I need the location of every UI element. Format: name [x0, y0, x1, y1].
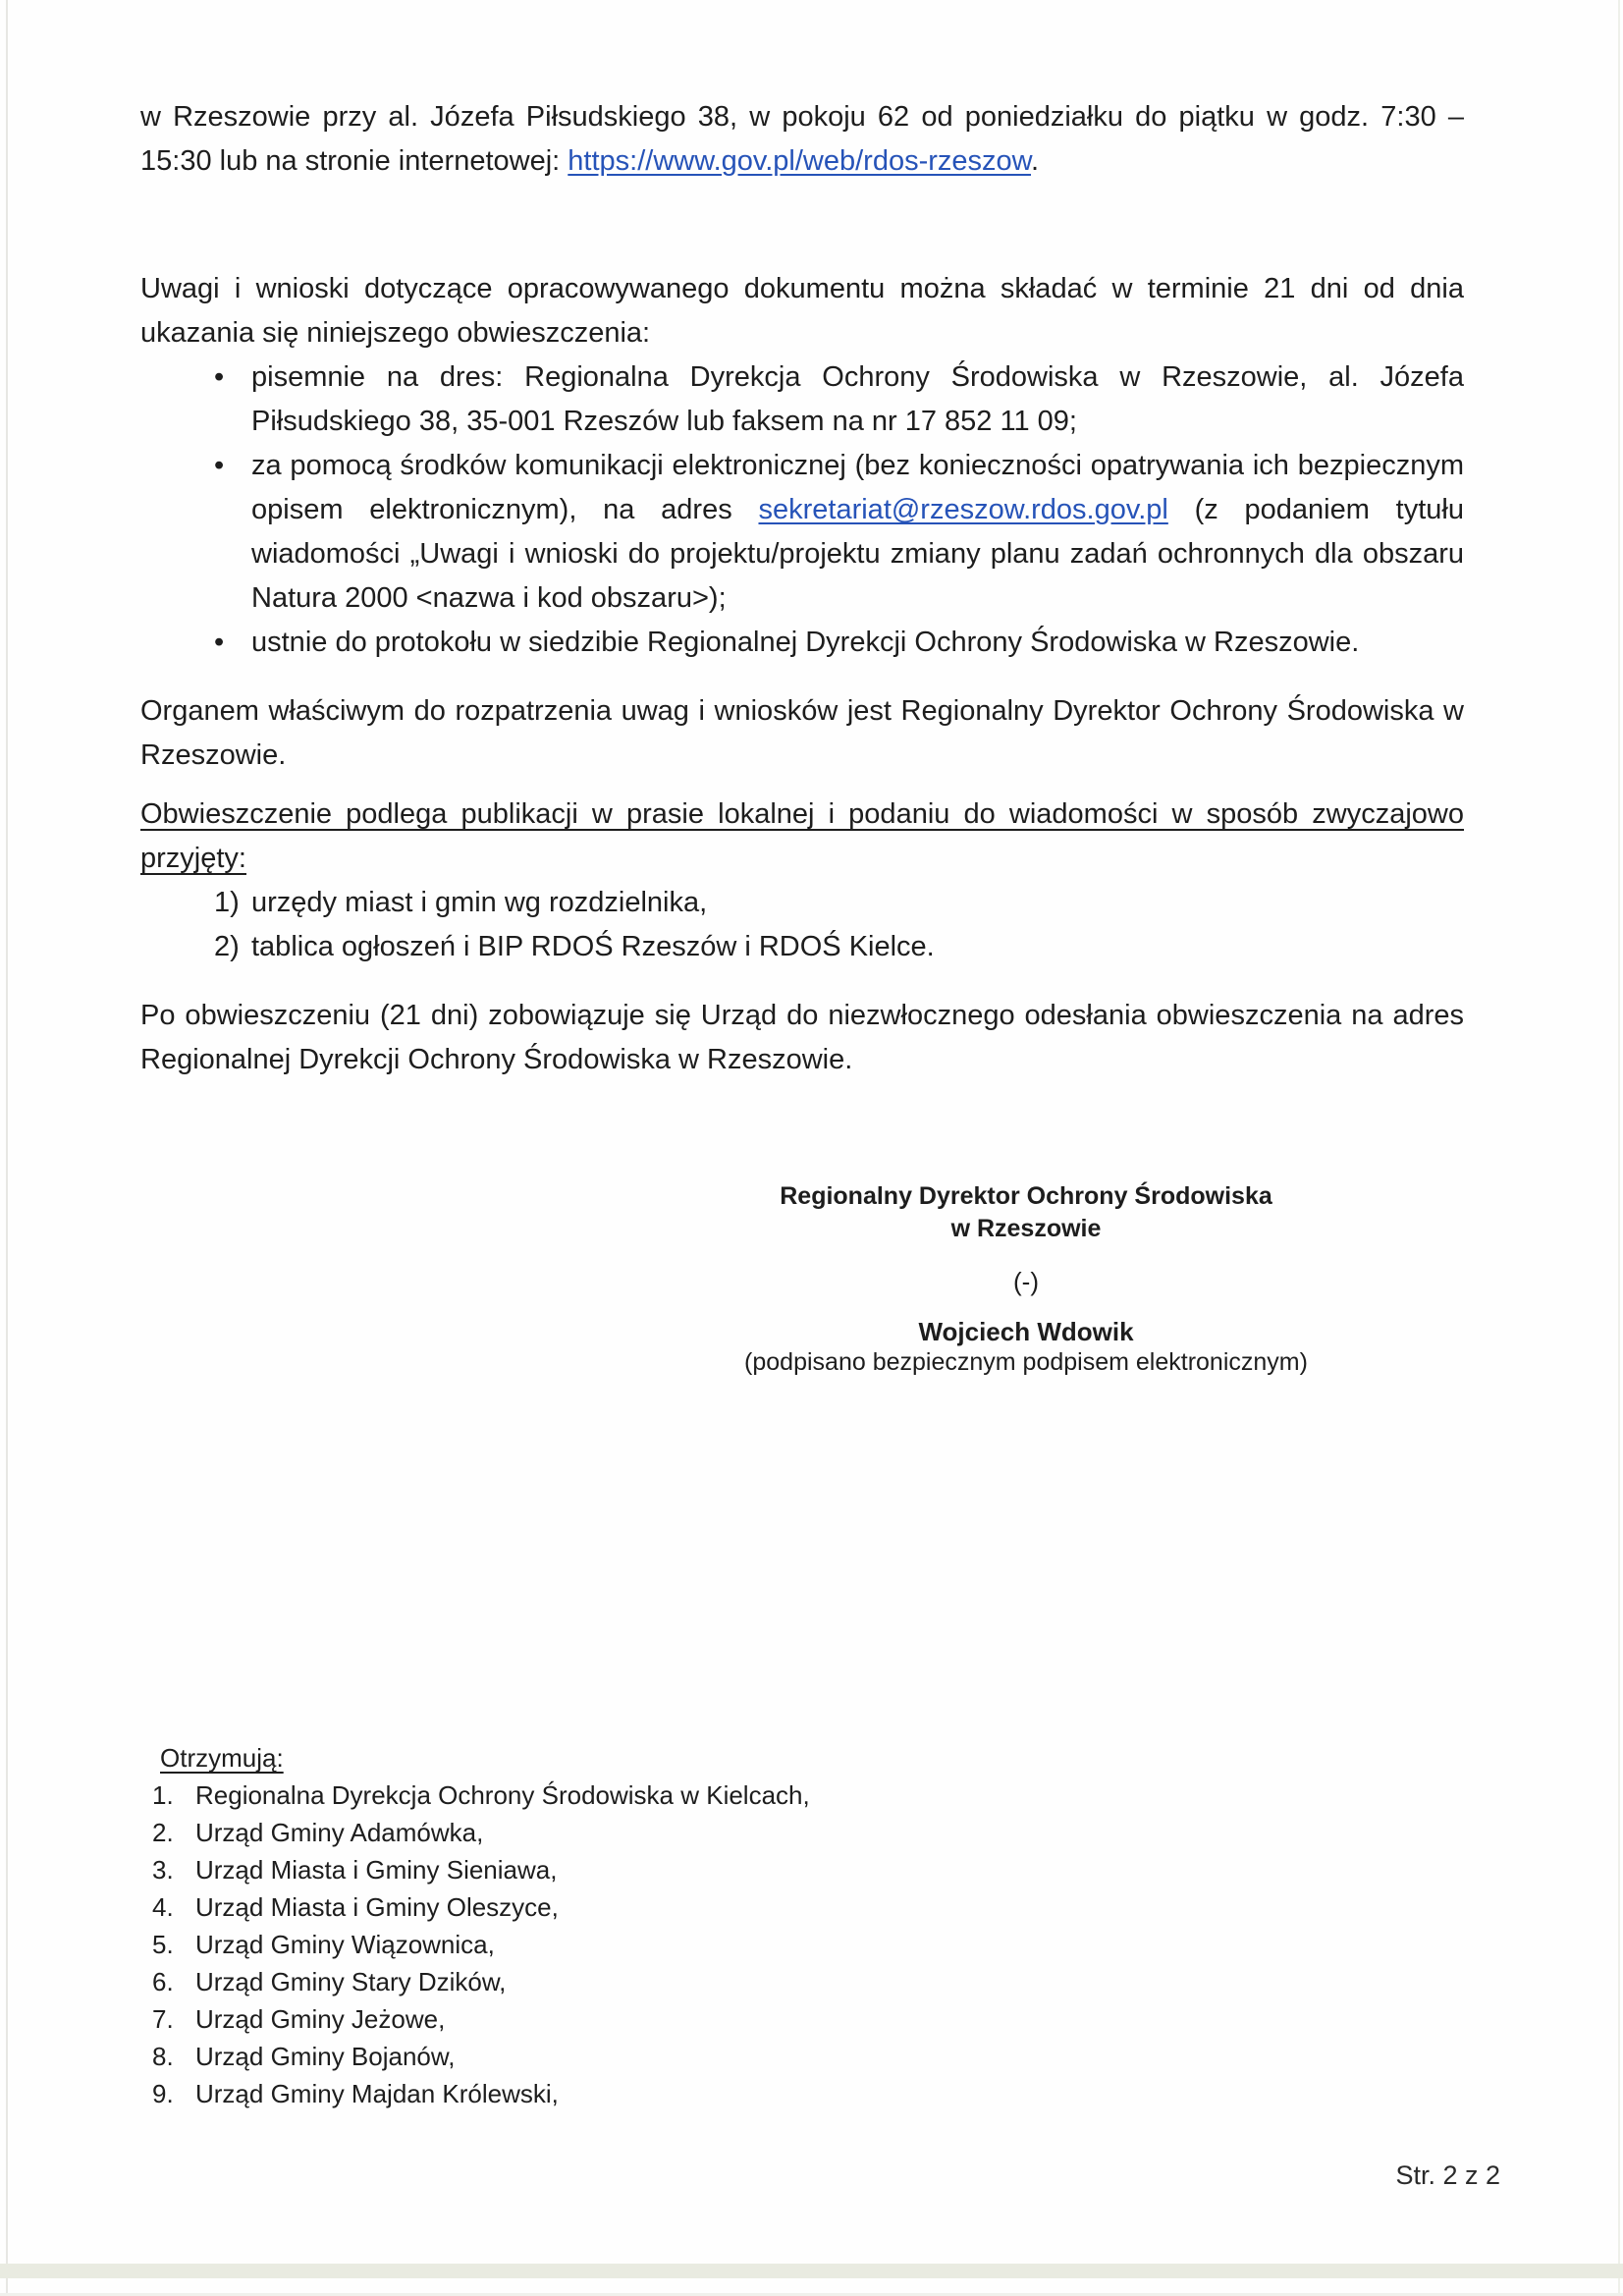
paragraph-return-obligation: Po obwieszczeniu (21 dni) zobowiązuje się Urząd do niezwłocznego odesłania obwieszczenia na adres Regionalnej Dyrekcji Ochrony Środowiska w Rzeszowie.	[140, 1000, 1464, 1075]
recipient-row	[152, 1777, 1464, 1814]
scan-artifact-right-edge	[1618, 0, 1620, 2296]
bullet-icon: •	[214, 450, 225, 481]
electronic-method-text: za pomocą środków komunikacji elektronicznej (bez konieczności opatrywania ich bezpiecznym opisem elektronicznym), na adres	[251, 450, 1464, 525]
office-hours-text: w Rzeszowie przy al. Józefa Piłsudskiego 38, w pokoju 62 od poniedziałku do piątku w godz. 7:30 – 15:30 lub na stronie internetowej:	[140, 101, 1464, 177]
submission-method-written: pisemnie na dres: Regionalna Dyrekcja Ochrony Środowiska w Rzeszowie, al. Józefa Piłsudskiego 38, 35-001 Rzeszów lub faksem na nr 17 852 11 09;	[251, 361, 1464, 437]
paragraph-competent-authority: Organem właściwym do rozpatrzenia uwag i wniosków jest Regionalny Dyrektor Ochrony Środowiska w Rzeszowie.	[140, 695, 1464, 771]
submission-method-electronic	[251, 444, 1464, 621]
paragraph-comments-intro: Uwagi i wnioski dotyczące opracowywanego dokumentu można składać w terminie 21 dni od dnia ukazania się niniejszego obwieszczenia:	[140, 273, 1464, 349]
electronic-signature-note: (podpisano bezpiecznym podpisem elektronicznym)	[744, 1348, 1308, 1376]
recipients-heading: Otrzymują:	[160, 1743, 284, 1773]
recipient-name: Urząd Gminy Bojanów,	[195, 2042, 456, 2071]
signer-title-line2: w Rzeszowie	[950, 1215, 1102, 1242]
list-number: 8.	[152, 2042, 174, 2071]
list-number: 2.	[152, 1818, 174, 1847]
list-item	[214, 881, 1464, 925]
recipient-name: Urząd Gminy Stary Dzików,	[195, 1967, 507, 1996]
publication-item: tablica ogłoszeń i BIP RDOŚ Rzeszów i RDOŚ Kielce.	[251, 931, 935, 962]
sentence-period: .	[1031, 145, 1040, 177]
list-item	[214, 444, 1464, 621]
recipient-row	[152, 2000, 1464, 2038]
rdos-website-link[interactable]: https://www.gov.pl/web/rdos-rzeszow	[568, 145, 1031, 177]
signature-block	[712, 1180, 1340, 1378]
page-number: Str. 2 z 2	[1395, 2160, 1500, 2190]
list-number: 5.	[152, 1930, 174, 1959]
signature-placeholder: (-)	[1013, 1267, 1039, 1296]
recipient-name: Regionalna Dyrekcja Ochrony Środowiska w Kielcach,	[195, 1780, 810, 1810]
electronic-method-suffix: (z podaniem tytułu wiadomości „Uwagi i wnioski do projektu/projektu zmiany planu zadań ochronnych dla obszaru Natura 2000 <nazwa i kod obszaru>);	[251, 494, 1464, 614]
submission-methods-list	[214, 355, 1464, 665]
bullet-icon: •	[214, 361, 225, 393]
recipient-row	[152, 2038, 1464, 2075]
recipient-name: Urząd Miasta i Gminy Oleszyce,	[195, 1892, 559, 1922]
recipient-row	[152, 2075, 1464, 2112]
recipient-row	[152, 1963, 1464, 2000]
secretariat-email-link[interactable]: sekretariat@rzeszow.rdos.gov.pl	[758, 494, 1168, 525]
list-item	[214, 925, 1464, 969]
recipient-row	[152, 1888, 1464, 1926]
recipient-name: Urząd Gminy Majdan Królewski,	[195, 2079, 559, 2108]
recipient-name: Urząd Gminy Jeżowe,	[195, 2004, 446, 2034]
list-number: 7.	[152, 2004, 174, 2034]
recipient-name: Urząd Gminy Adamówka,	[195, 1818, 484, 1847]
list-number: 4.	[152, 1892, 174, 1922]
publication-item: urzędy miast i gmin wg rozdzielnika,	[251, 887, 708, 918]
recipient-row	[152, 1926, 1464, 1963]
signer-name: Wojciech Wdowik	[918, 1317, 1134, 1346]
document-content	[140, 0, 1464, 2112]
scan-artifact-bottom-band	[0, 2264, 1623, 2278]
list-item	[214, 355, 1464, 444]
list-number: 1)	[214, 887, 240, 918]
recipient-row	[152, 1851, 1464, 1888]
recipient-name: Urząd Gminy Wiązownica,	[195, 1930, 495, 1959]
publication-heading: Obwieszczenie podlega publikacji w prasie lokalnej i podaniu do wiadomości w sposób zwyczajowo przyjęty:	[140, 798, 1464, 874]
bullet-icon: •	[214, 627, 225, 658]
paragraph-office-hours	[140, 95, 1464, 184]
list-number: 2)	[214, 931, 240, 962]
list-number: 6.	[152, 1967, 174, 1996]
recipients-section	[152, 1739, 1464, 2112]
list-number: 3.	[152, 1855, 174, 1885]
list-item	[214, 621, 1464, 665]
recipient-row	[152, 1814, 1464, 1851]
publication-list	[214, 881, 1464, 969]
scan-artifact-left-edge	[6, 0, 8, 2296]
list-number: 9.	[152, 2079, 174, 2108]
signer-title-line1: Regionalny Dyrektor Ochrony Środowiska	[780, 1182, 1272, 1210]
submission-method-oral: ustnie do protokołu w siedzibie Regionalnej Dyrekcji Ochrony Środowiska w Rzeszowie.	[251, 627, 1360, 658]
list-number: 1.	[152, 1780, 174, 1810]
recipient-name: Urząd Miasta i Gminy Sieniawa,	[195, 1855, 558, 1885]
